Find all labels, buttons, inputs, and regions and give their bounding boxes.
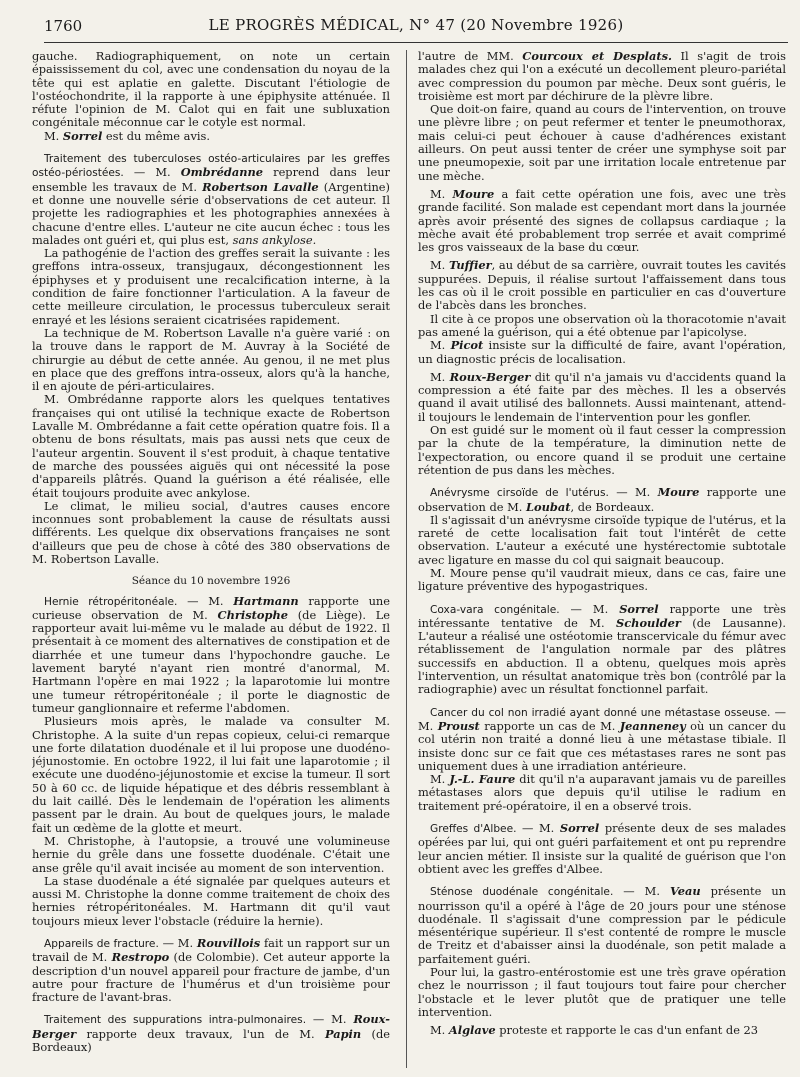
author-name: Restropo bbox=[111, 950, 170, 965]
column-divider bbox=[406, 50, 407, 1068]
author-name: Hartmann bbox=[233, 593, 299, 608]
paragraph: Le climat, le milieu social, d'autres causes encore inconnues sont probablement la cause de résultats aussi différents. Les quelque dix observations françaises ne sont d'ailleurs que peu de chose à côté des 380 observations de M. Robertson Lavalle. bbox=[32, 498, 390, 566]
author-name: Courcoux et Desplats. bbox=[522, 50, 672, 63]
paragraph: M. Roux-Berger dit qu'il n'a jamais vu d'accidents quand la compression a été faite par des mèches. Il les a observés quand il avait utilisé des ballonnets. Aussi maintenant, attend-il toujours le lendemain de l'intervention pour les gonfler. bbox=[418, 369, 786, 424]
paragraph: M. Tuffier, au début de sa carrière, ouvrait toutes les cavités suppurées. Depuis, il réalise surtout l'affaissement dans tous les cas où il le croit possible en particulier en cas d'ouverture de l'abcès dans les bronches. bbox=[418, 258, 786, 313]
paragraph: M. Picot insiste sur la difficulté de faire, avant l'opération, un diagnostic précis de localisation. bbox=[418, 338, 786, 366]
author-name: Picot bbox=[450, 338, 484, 353]
section-paragraph: Greffes d'Albee. — M. Sorrel présente deux de ses malades opérées par lui, qui ont guéri parfaitement et ont pu reprendre leur ancien métier. Il insiste sur la qualité de guérison que l'on obtient avec les greffes d'Albee. bbox=[418, 821, 786, 876]
left-column bbox=[32, 50, 390, 1070]
paragraph: La stase duodénale a été signalée par quelques auteurs et aussi M. Christophe la donne comme traitement de choix des hernies rétropéritonéales. M. Hartmann dit qu'il vaut toujours mieux lever l'obstacle (réduire la hernie). bbox=[32, 873, 390, 928]
author-name: Ombrédanne bbox=[180, 165, 264, 180]
paragraph: M. Sorrel est du même avis. bbox=[44, 128, 211, 143]
author-name: Sorrel bbox=[619, 601, 659, 616]
page-number: 1760 bbox=[44, 17, 83, 35]
section-heading: Traitement des tuberculoses ostéo-articulaires par les greffes ostéo-périostées. bbox=[32, 153, 390, 180]
section-heading: Sténose duodénale congénitale. bbox=[430, 886, 614, 899]
section-paragraph: Sténose duodénale congénitale. — M. Veau présente un nourrisson qu'il a opéré à l'âge de 20 jours pour une sténose duodénale. Il s'agissait d'une compression par le pédicule mésentérique supérieur. Il s'est contenté de rompre le muscle de Treitz et d'abaisser ainsi la duodénale, son petit malade a parfaitement guéri. bbox=[418, 884, 786, 966]
author-name: Papin bbox=[324, 1026, 362, 1041]
paragraph: Plusieurs mois après, le malade va consulter M. Christophe. A la suite d'un repas copieux, celui-ci remarque une forte dilatation duodénale et il lui propose une duodéno-jéjunostomie. En octobre 1922, il lui fait une laparotomie ; il exécute une duodéno-jéjunostomie et excise la tumeur. Il sort 50 à 60 cc. de liquide hépatique et des débris ressemblant à du lait caillé. Dès le lendemain de l'opération les aliments passent par le drain. Au bout de quelques jours, le malade fait un œdème de la glotte et meurt. bbox=[32, 714, 390, 835]
author-name: Alglave bbox=[448, 1023, 496, 1038]
author-name: Rouvillois bbox=[196, 936, 261, 950]
paragraph: l'autre de MM. Courcoux et Desplats. Il s'agit de trois malades chez qui l'on a exécuté un decollement pleuro-pariétal avec compression du poumon par mèche. Deux sont guéris, le troisième est mort par déchirure de la plèvre libre. bbox=[418, 50, 786, 103]
section-paragraph: Coxa-vara congénitale. — M. Sorrel rapporte une très intéressante tentative de M. Schoulder (de Lausanne). L'auteur a réalisé une ostéotomie transcervicale du fémur avec rétablissement de l'angulation normale par des plâtres successifs en abduction. Il a obtenu, quelques mois après l'intervention, un résultat anatomique très bon (contrôlé par la radiographie) avec un résultat fonctionnel parfait. bbox=[418, 601, 786, 697]
right-column bbox=[418, 50, 786, 1070]
paragraph: M. Ombrédanne rapporte alors les quelques tentatives françaises qui ont utilisé la technique exacte de Robertson Lavalle M. Ombrédanne a fait cette opération quatre fois. Il a obtenu de bons résultats, mais pas aussi nets que ceux de l'auteur argentin. Souvent il s'est produit, à chaque tentative de marche des poussées aiguës qui ont nécessité la pose d'appareils plâtrés. Quand la guérison a été réalisée, elle était toujours produite avec ankylose. bbox=[32, 392, 390, 500]
section-heading: Hernie rétropéritonéale. bbox=[44, 595, 178, 608]
paragraph: Que doit-on faire, quand au cours de l'intervention, on trouve une plèvre libre ; on peut refermer et tenter le pneumothorax, mais celui-ci peut échouer à cause d'adhérences existant ailleurs. On peut aussi tenter de créer une symphyse soit par une pneumopexie, soit par une irritation locale entretenue par une mèche. bbox=[418, 102, 786, 183]
section-paragraph: Traitement des tuberculoses ostéo-articulaires par les greffes ostéo-périostées. — M. Ombrédanne reprend dans leur ensemble les travaux de M. Robertson Lavalle (Argentine) et donne une nouvelle série d'observations de cet auteur. Il projette les radiographies et les photographies annexées à chacune d'entre elles. L'auteur ne cite aucun échec : tous les malades ont guéri et, qui plus est, sans ankylose. bbox=[32, 153, 390, 247]
paragraph: M. Moure pense qu'il vaudrait mieux, dans ce cas, faire une ligature préventive des hypogastriques. bbox=[418, 565, 786, 594]
section-paragraph: Appareils de fracture. — M. Rouvillois fait un rapport sur un travail de M. Restropo (de Colombie). Cet auteur apporte la description d'un nouvel appareil pour fracture de jambe, d'un autre pour fracture de l'humérus et d'un troisième pour fracture de l'avant-bras. bbox=[32, 936, 390, 1005]
session-date: Séance du 10 novembre 1926 bbox=[131, 575, 291, 588]
paragraph: Il s'agissait d'un anévrysme cirsoïde typique de l'utérus, et la rareté de cette localisation fait tout l'intérêt de cette observation. L'auteur a exécuté une hystérectomie subtotale avec ligature en masse du col qui saignait beaucoup. bbox=[418, 512, 786, 567]
section-paragraph: Anévrysme cirsoïde de l'utérus. — M. Moure rapporte une observation de M. Loubat, de Bordeaux. bbox=[418, 485, 786, 514]
section-paragraph: Hernie rétropéritonéale. — M. Hartmann rapporte une curieuse observation de M. Christophe (de Liège). Le rapporteur avait lui-même vu le malade au début de 1922. Il présentait à ce moment des alternatives de constipation et de diarrhée et une tumeur dans l'hypochondre gauche. Le lavement baryté n'ayant rien montré d'anormal, M. Hartmann l'opère en mai 1922 ; la laparotomie lui montre une tumeur rétropéritonéale ; il porte le diagnostic de tumeur ganglionnaire et referme l'abdomen. bbox=[32, 593, 390, 715]
header-rule bbox=[44, 42, 788, 43]
author-name: Tuffier bbox=[448, 258, 492, 273]
paragraph: La technique de M. Robertson Lavalle n'a guère varié : on la trouve dans le rapport de M. Auvray à la Société de chirurgie au début de cette année. Au genou, il ne met plus en place que des greffons intra-osseux, alors qu'à la hanche, il en ajoute de péri-articulaires. bbox=[32, 325, 390, 394]
paragraph: M. Alglave proteste et rapporte le cas d'un enfant de 23 bbox=[430, 1023, 759, 1038]
paragraph: M. Christophe, à l'autopsie, a trouvé une volumineuse hernie du grêle dans une fossette duodénale. C'était une anse grêle qu'il avait incisée au moment de son intervention. bbox=[32, 833, 390, 875]
paragraph: La pathogénie de l'action des greffes serait la suivante : les greffons intra-osseux, transjugaux, décongestionnent les épiphyses et y produisent une recalcification interne, à la condition de faire fonctionner l'articulation. A la faveur de cette meilleure circulation, le processus tuberculeux serait enrayé et les lésions seraient cicatrisées rapidement. bbox=[32, 246, 390, 327]
author-name: Christophe bbox=[217, 607, 288, 622]
section-heading: Traitement des suppurations intra-pulmonaires. bbox=[44, 1014, 307, 1027]
paragraph: gauche. Radiographiquement, on note un certain épaississement du col, avec une condensation du noyau de la tête qui est aplatie en galette. Discutant l'étiologie de l'ostéochondrite, il la rapporte à une épiphysite atténuée. Il réfute l'opinion de M. Calot qui en fait une subluxation congénitale méconnue car le cotyle est normal. bbox=[32, 50, 390, 130]
author-name: Jeanneney bbox=[619, 718, 686, 733]
paragraph: Pour lui, la gastro-entérostomie est une très grave opération chez le nourrisson ; il faut toujours tout faire pour chercher l'obstacle et le lever plutôt que de pratiquer une telle intervention. bbox=[418, 965, 786, 1019]
paragraph: M. J.-L. Faure dit qu'il n'a auparavant jamais vu de pareilles métastases alors que depuis qu'il utilise le radium en traitement pré-opératoire, il en a observé trois. bbox=[418, 772, 786, 813]
author-name: Schoulder bbox=[616, 615, 681, 630]
section-heading: Cancer du col non irradié ayant donné une métastase osseuse. bbox=[430, 706, 771, 719]
author-name: J.-L. Faure bbox=[449, 772, 516, 787]
author-name: Proust bbox=[437, 718, 480, 733]
author-name: Veau bbox=[669, 884, 701, 899]
running-header bbox=[44, 14, 788, 36]
author-name: Roux-Berger bbox=[449, 369, 531, 384]
paragraph: Il cite à ce propos une observation où la thoracotomie n'avait pas amené la guérison, qui a été obtenue par l'apicolyse. bbox=[418, 311, 786, 339]
section-heading: Coxa-vara congénitale. bbox=[430, 603, 560, 616]
section-paragraph: Cancer du col non irradié ayant donné une métastase osseuse. — M. Proust rapporte un cas de M. Jeanneney où un cancer du col utérin non traité a donné lieu à une métastase tibiale. Il insiste donc sur ce fait que ces métastases rares ne sont pas uniquement dues à une irradiation antérieure. bbox=[418, 704, 786, 773]
author-name: Loubat bbox=[526, 499, 571, 514]
journal-title: LE PROGRÈS MÉDICAL, N° 47 (20 Novembre 1926) bbox=[208, 16, 624, 34]
author-name: Moure bbox=[657, 485, 700, 500]
section-heading: Appareils de fracture. bbox=[44, 938, 159, 950]
author-name: Sorrel bbox=[559, 821, 600, 836]
section-heading: Anévrysme cirsoïde de l'utérus. bbox=[430, 487, 609, 500]
author-name: Roux-Berger bbox=[32, 1012, 390, 1041]
author-name: Moure bbox=[452, 186, 495, 201]
paragraph: M. Moure a fait cette opération une fois, avec une très grande facilité. Son malade est cependant mort dans la journée après avoir présenté des signes de collapsus cardiaque ; la mèche avait été probablement trop serrée et avait comprimé les gros vaisseaux de la base du cœur. bbox=[418, 186, 786, 255]
section-paragraph: Traitement des suppurations intra-pulmonaires. — M. Roux-Berger rapporte deux travaux, l'un de M. Papin (de Bordeaux) bbox=[32, 1012, 390, 1055]
section-heading: Greffes d'Albee. bbox=[430, 823, 517, 836]
author-name: Sorrel bbox=[62, 128, 103, 143]
paragraph: On est guidé sur le moment où il faut cesser la compression par la chute de la température, la diminution nette de l'expectoration, ou encore quand il se produit une certaine rétention de pus dans les mèches. bbox=[418, 423, 786, 477]
author-name: Robertson Lavalle bbox=[202, 179, 319, 194]
